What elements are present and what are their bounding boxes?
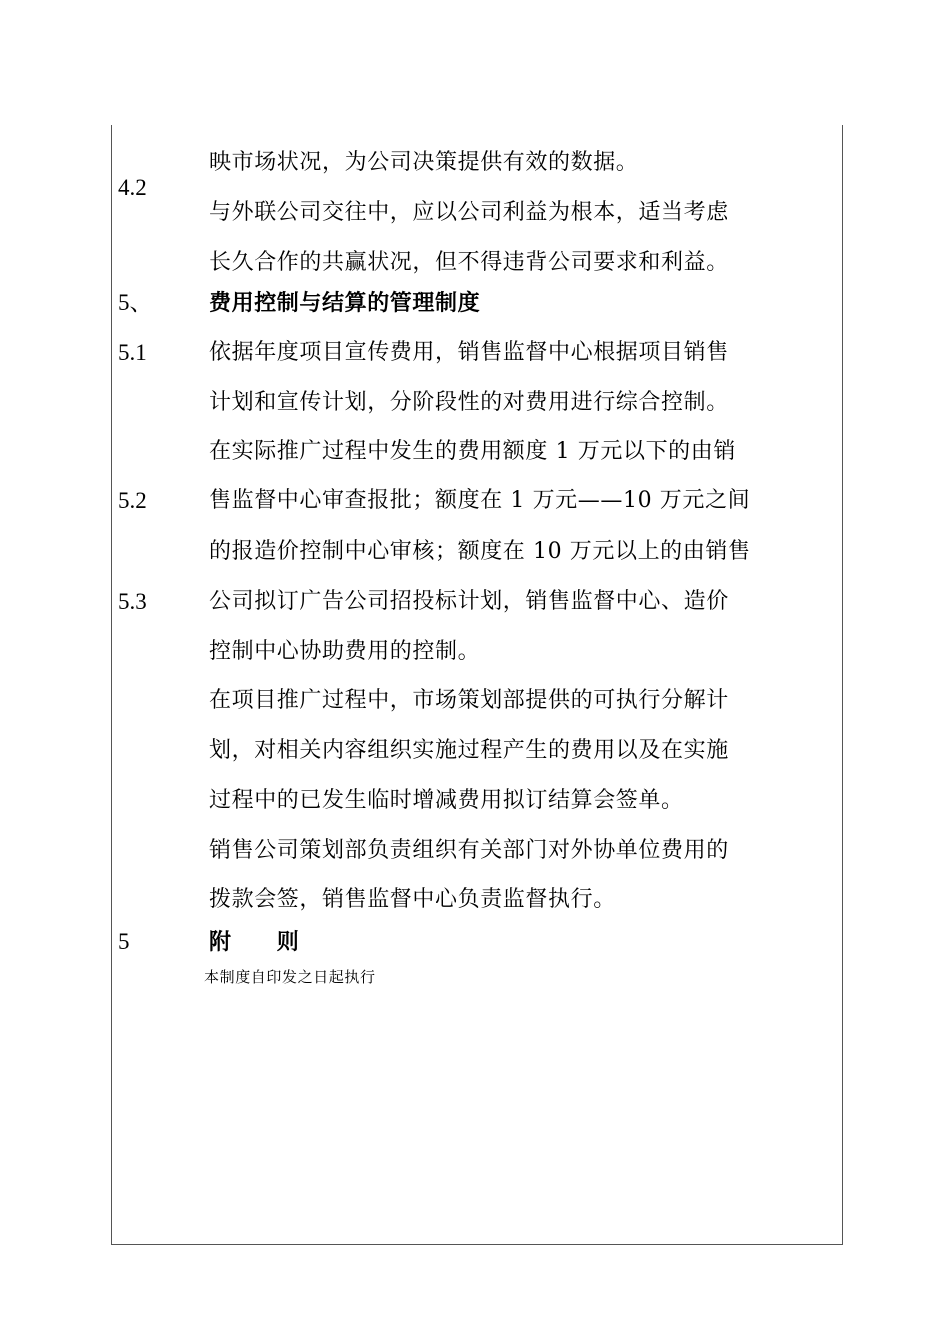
text-line: 划，对相关内容组织实施过程产生的费用以及在实施	[209, 738, 729, 763]
section-heading-appendix: 附 则	[209, 929, 300, 955]
section-number-5-3: 5.3	[118, 589, 147, 614]
text-line: 依据年度项目宣传费用，销售监督中心根据项目销售	[209, 340, 729, 365]
footer-note: 本制度自印发之日起执行	[204, 968, 376, 986]
section-heading-fee-control: 费用控制与结算的管理制度	[209, 290, 481, 316]
text-line: 销售公司策划部负责组织有关部门对外协单位费用的	[209, 838, 729, 863]
text-line: 与外联公司交往中，应以公司利益为根本，适当考虑	[209, 200, 729, 225]
text-line: 在实际推广过程中发生的费用额度 1 万元以下的由销	[209, 439, 736, 464]
text-line: 拨款会签，销售监督中心负责监督执行。	[209, 887, 616, 912]
text-line: 公司拟订广告公司招投标计划，销售监督中心、造价	[209, 589, 729, 614]
text-line: 在项目推广过程中，市场策划部提供的可执行分解计	[209, 688, 729, 713]
text-line: 长久合作的共赢状况，但不得违背公司要求和利益。	[209, 250, 729, 275]
text-line: 控制中心协助费用的控制。	[209, 639, 481, 664]
text-line: 过程中的已发生临时增减费用拟订结算会签单。	[209, 788, 684, 813]
text-line: 售监督中心审查报批；额度在 1 万元——10 万元之间	[209, 488, 751, 513]
section-number-5: 5、	[118, 290, 153, 315]
text-line: 计划和宣传计划，分阶段性的对费用进行综合控制。	[209, 390, 729, 415]
section-number-appendix: 5	[118, 929, 130, 954]
section-number-5-1: 5.1	[118, 340, 147, 365]
section-number-4-2: 4.2	[118, 175, 147, 200]
text-line: 映市场状况，为公司决策提供有效的数据。	[209, 150, 639, 175]
section-number-5-2: 5.2	[118, 488, 147, 513]
text-line: 的报造价控制中心审核；额度在 10 万元以上的由销售	[209, 539, 751, 564]
